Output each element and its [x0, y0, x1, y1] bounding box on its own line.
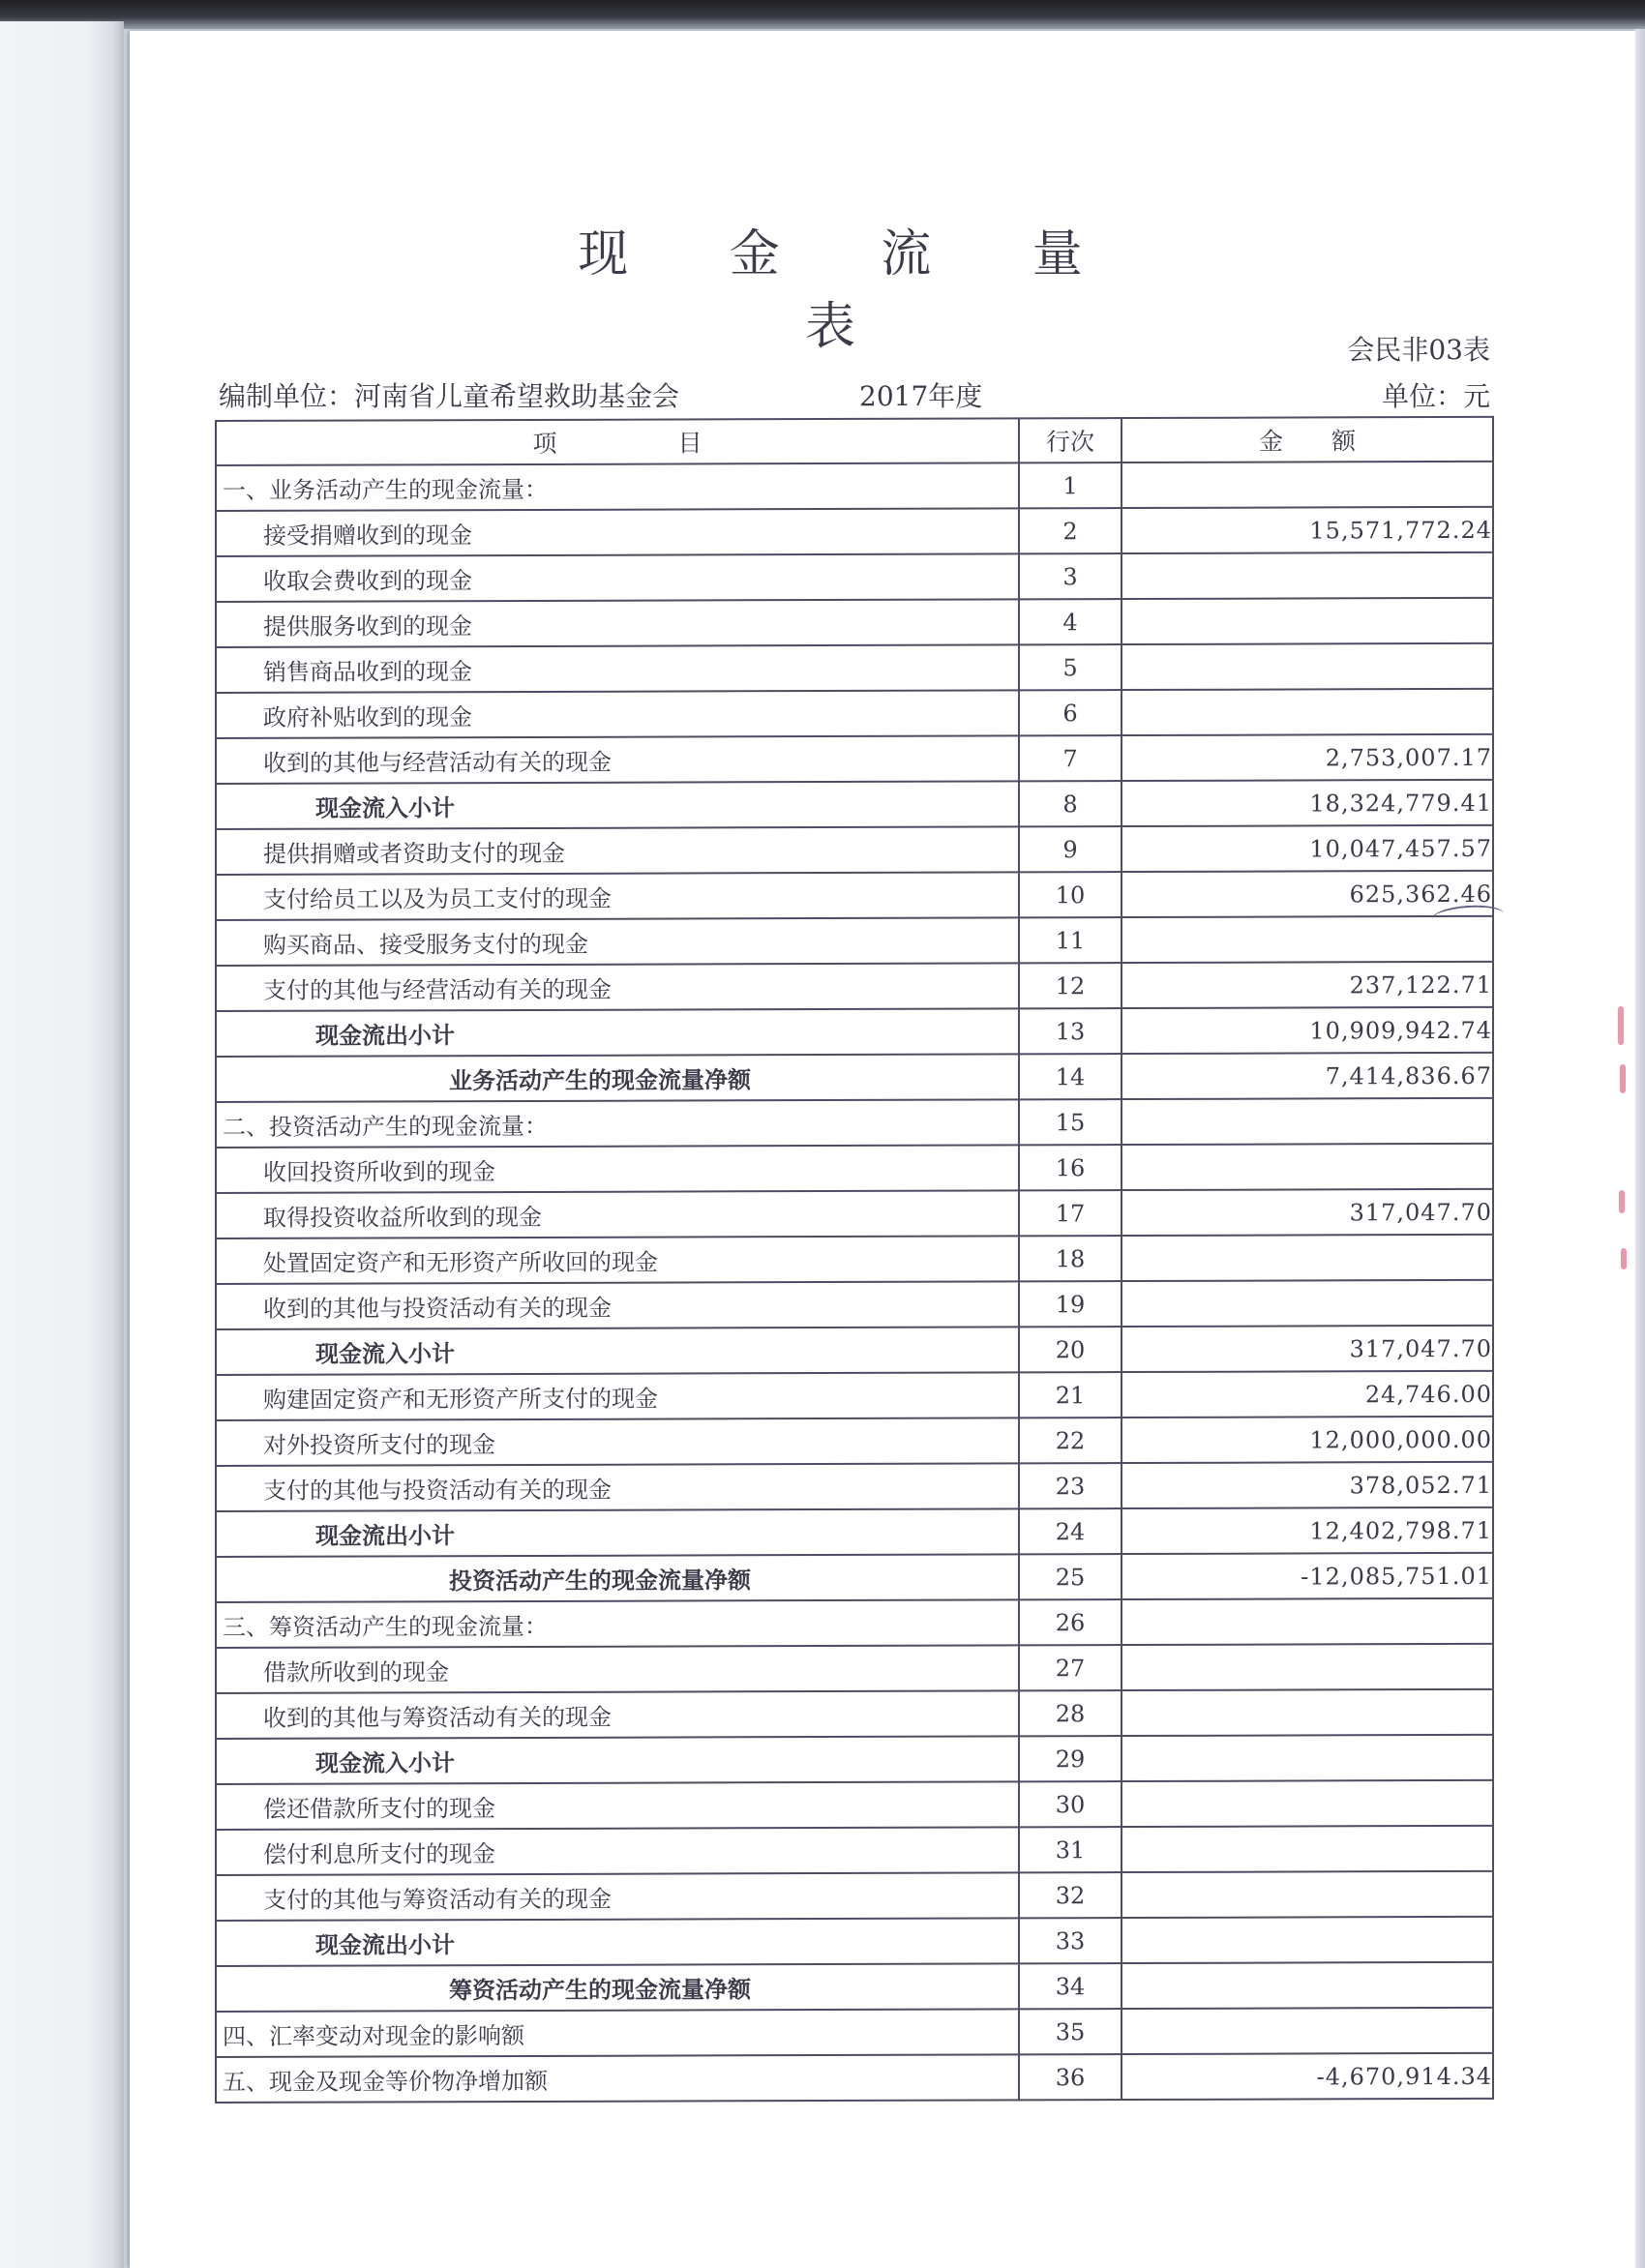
row-item-label: 现金流出小计	[216, 1508, 1019, 1557]
row-item-label: 收到的其他与投资活动有关的现金	[216, 1281, 1019, 1329]
row-item-label: 支付的其他与投资活动有关的现金	[216, 1463, 1019, 1511]
row-amount	[1122, 1098, 1493, 1145]
table-row	[216, 916, 1493, 966]
table-row	[216, 689, 1493, 738]
row-item-label: 现金流入小计	[216, 1736, 1019, 1784]
row-line-number: 18	[1019, 1236, 1122, 1281]
row-amount	[1122, 1917, 1493, 1963]
row-item-label: 二、投资活动产生的现金流量：	[216, 1099, 1019, 1148]
row-line-number: 16	[1019, 1145, 1122, 1190]
seal-bleed-mark	[1621, 1248, 1627, 1269]
row-amount: 7,414,836.67	[1122, 1053, 1493, 1099]
row-line-number: 30	[1019, 1781, 1122, 1827]
table-row	[216, 1507, 1493, 1557]
row-item-label: 五、现金及现金等价物净增加额	[216, 2054, 1019, 2103]
row-item-label: 支付的其他与筹资活动有关的现金	[216, 1872, 1019, 1921]
table-row	[216, 462, 1493, 511]
row-amount: -12,085,751.01	[1122, 1553, 1493, 1599]
table-row	[216, 962, 1493, 1011]
row-amount: 12,402,798.71	[1122, 1507, 1493, 1554]
table-header-row	[216, 417, 1493, 465]
row-line-number: 11	[1019, 917, 1122, 963]
table-row	[216, 1189, 1493, 1238]
seal-bleed-mark	[1620, 1064, 1626, 1093]
row-amount	[1122, 462, 1493, 508]
row-amount: 237,122.71	[1122, 962, 1493, 1008]
row-line-number: 28	[1019, 1690, 1122, 1736]
table-row	[216, 1053, 1493, 1102]
table-row	[216, 1235, 1493, 1284]
row-line-number: 34	[1019, 1963, 1122, 2009]
row-item-label: 收取会费收到的现金	[216, 553, 1019, 602]
row-amount	[1122, 1780, 1493, 1827]
row-line-number: 27	[1019, 1645, 1122, 1690]
row-item-label: 支付的其他与经营活动有关的现金	[216, 963, 1019, 1011]
row-line-number: 9	[1019, 826, 1122, 872]
table-row	[216, 871, 1493, 920]
row-amount	[1122, 1644, 1493, 1690]
table-row	[216, 2008, 1493, 2057]
row-amount	[1122, 598, 1493, 644]
table-row	[216, 1917, 1493, 1966]
row-amount	[1122, 1235, 1493, 1281]
table-row	[216, 825, 1493, 875]
row-item-label: 提供捐赠或者资助支付的现金	[216, 826, 1019, 875]
scan-top-shadow	[0, 0, 1645, 29]
row-item-label: 取得投资收益所收到的现金	[216, 1190, 1019, 1238]
table-row	[216, 1598, 1493, 1648]
row-line-number: 32	[1019, 1872, 1122, 1918]
row-item-label: 筹资活动产生的现金流量净额	[216, 1963, 1019, 2012]
column-header-line: 行次	[1019, 418, 1122, 463]
row-item-label: 借款所收到的现金	[216, 1645, 1019, 1693]
table-row	[216, 1417, 1493, 1466]
table-row	[216, 1735, 1493, 1784]
table-row	[216, 507, 1493, 556]
row-item-label: 支付给员工以及为员工支付的现金	[216, 872, 1019, 920]
row-item-label: 现金流入小计	[216, 1327, 1019, 1375]
row-amount: 2,753,007.17	[1122, 734, 1493, 781]
row-amount	[1122, 643, 1493, 690]
row-item-label: 政府补贴收到的现金	[216, 690, 1019, 738]
seal-bleed-mark	[1618, 1006, 1624, 1045]
row-line-number: 2	[1019, 508, 1122, 553]
report-header	[219, 375, 1490, 414]
row-line-number: 21	[1019, 1372, 1122, 1418]
page-title: 现 金 流 量 表	[578, 225, 1125, 356]
row-line-number: 17	[1019, 1190, 1122, 1236]
row-line-number: 36	[1019, 2054, 1122, 2100]
table-row	[216, 1462, 1493, 1511]
table-row	[216, 1780, 1493, 1830]
table-row	[216, 598, 1493, 647]
row-line-number: 35	[1019, 2009, 1122, 2054]
row-line-number: 5	[1019, 644, 1122, 690]
row-line-number: 12	[1019, 963, 1122, 1008]
row-amount: 378,052.71	[1122, 1462, 1493, 1508]
row-line-number: 14	[1019, 1054, 1122, 1099]
row-item-label: 一、业务活动产生的现金流量：	[216, 463, 1019, 511]
table-row	[216, 1689, 1493, 1739]
row-item-label: 现金流入小计	[216, 781, 1019, 829]
row-amount: 10,909,942.74	[1122, 1007, 1493, 1054]
row-amount	[1122, 1735, 1493, 1781]
row-amount: 10,047,457.57	[1122, 825, 1493, 872]
row-amount: 24,746.00	[1122, 1371, 1493, 1418]
row-item-label: 现金流出小计	[216, 1008, 1019, 1057]
currency-unit: 单位：元	[1381, 380, 1490, 412]
table-row	[216, 552, 1493, 602]
row-item-label: 处置固定资产和无形资产所收回的现金	[216, 1236, 1019, 1284]
row-amount	[1122, 689, 1493, 735]
table-row	[216, 643, 1493, 693]
row-item-label: 收回投资所收到的现金	[216, 1145, 1019, 1193]
adjacent-page-edge	[0, 21, 124, 2268]
seal-bleed-mark	[1619, 1190, 1625, 1213]
row-item-label: 四、汇率变动对现金的影响额	[216, 2009, 1019, 2057]
cash-flow-table	[215, 416, 1494, 2104]
table-row	[216, 2053, 1493, 2103]
row-amount: 625,362.46	[1122, 871, 1493, 917]
row-line-number: 25	[1019, 1554, 1122, 1599]
row-line-number: 3	[1019, 553, 1122, 599]
row-item-label: 偿还借款所支付的现金	[216, 1781, 1019, 1830]
row-amount	[1122, 1871, 1493, 1918]
row-line-number: 33	[1019, 1918, 1122, 1963]
column-header-item: 项 目	[216, 418, 1019, 465]
row-line-number: 22	[1019, 1418, 1122, 1463]
row-line-number: 26	[1019, 1599, 1122, 1645]
row-line-number: 19	[1019, 1281, 1122, 1327]
row-amount	[1122, 1280, 1493, 1327]
page-stack-edge	[1635, 29, 1645, 2268]
row-item-label: 对外投资所支付的现金	[216, 1418, 1019, 1466]
row-item-label: 投资活动产生的现金流量净额	[216, 1554, 1019, 1602]
table-row	[216, 1371, 1493, 1420]
row-amount	[1122, 1144, 1493, 1190]
row-line-number: 13	[1019, 1008, 1122, 1054]
row-amount	[1122, 552, 1493, 599]
row-item-label: 购买商品、接受服务支付的现金	[216, 917, 1019, 966]
reporting-period: 2017年度	[859, 380, 983, 412]
row-amount	[1122, 2008, 1493, 2054]
row-line-number: 29	[1019, 1736, 1122, 1781]
table-row	[216, 1007, 1493, 1057]
table-row	[216, 1644, 1493, 1693]
row-item-label: 收到的其他与经营活动有关的现金	[216, 735, 1019, 784]
table-row	[216, 1144, 1493, 1193]
row-item-label: 购建固定资产和无形资产所支付的现金	[216, 1372, 1019, 1420]
row-line-number: 23	[1019, 1463, 1122, 1508]
row-line-number: 20	[1019, 1327, 1122, 1372]
row-item-label: 提供服务收到的现金	[216, 599, 1019, 647]
prepared-by: 编制单位：河南省儿童希望救助基金会	[219, 380, 680, 412]
row-amount: 317,047.70	[1122, 1189, 1493, 1236]
table-row	[216, 1326, 1493, 1375]
row-line-number: 1	[1019, 463, 1122, 508]
table-row	[216, 1962, 1493, 2012]
row-line-number: 6	[1019, 690, 1122, 735]
row-line-number: 10	[1019, 872, 1122, 917]
row-item-label: 接受捐赠收到的现金	[216, 508, 1019, 556]
row-amount: 12,000,000.00	[1122, 1417, 1493, 1463]
table-row	[216, 1098, 1493, 1148]
table-row	[216, 1280, 1493, 1329]
row-item-label: 现金流出小计	[216, 1918, 1019, 1966]
table-row	[216, 780, 1493, 829]
row-line-number: 4	[1019, 599, 1122, 644]
table-row	[216, 734, 1493, 784]
row-item-label: 收到的其他与筹资活动有关的现金	[216, 1690, 1019, 1739]
table-row	[216, 1826, 1493, 1875]
row-item-label: 销售商品收到的现金	[216, 644, 1019, 693]
row-line-number: 15	[1019, 1099, 1122, 1145]
row-amount	[1122, 1689, 1493, 1736]
row-line-number: 31	[1019, 1827, 1122, 1872]
table-row	[216, 1553, 1493, 1602]
row-item-label: 三、筹资活动产生的现金流量：	[216, 1599, 1019, 1648]
row-line-number: 24	[1019, 1508, 1122, 1554]
row-item-label: 偿付利息所支付的现金	[216, 1827, 1019, 1875]
row-amount: 15,571,772.24	[1122, 507, 1493, 553]
row-amount	[1122, 1826, 1493, 1872]
row-amount: 317,047.70	[1122, 1326, 1493, 1372]
row-item-label: 业务活动产生的现金流量净额	[216, 1054, 1019, 1102]
row-amount: -4,670,914.34	[1122, 2053, 1493, 2100]
row-amount	[1122, 1962, 1493, 2009]
table-row	[216, 1871, 1493, 1921]
row-amount	[1122, 1598, 1493, 1645]
row-line-number: 8	[1019, 781, 1122, 826]
row-line-number: 7	[1019, 735, 1122, 781]
form-code: 会民非03表	[1347, 334, 1490, 366]
row-amount: 18,324,779.41	[1122, 780, 1493, 826]
column-header-amount: 金 额	[1122, 417, 1493, 463]
